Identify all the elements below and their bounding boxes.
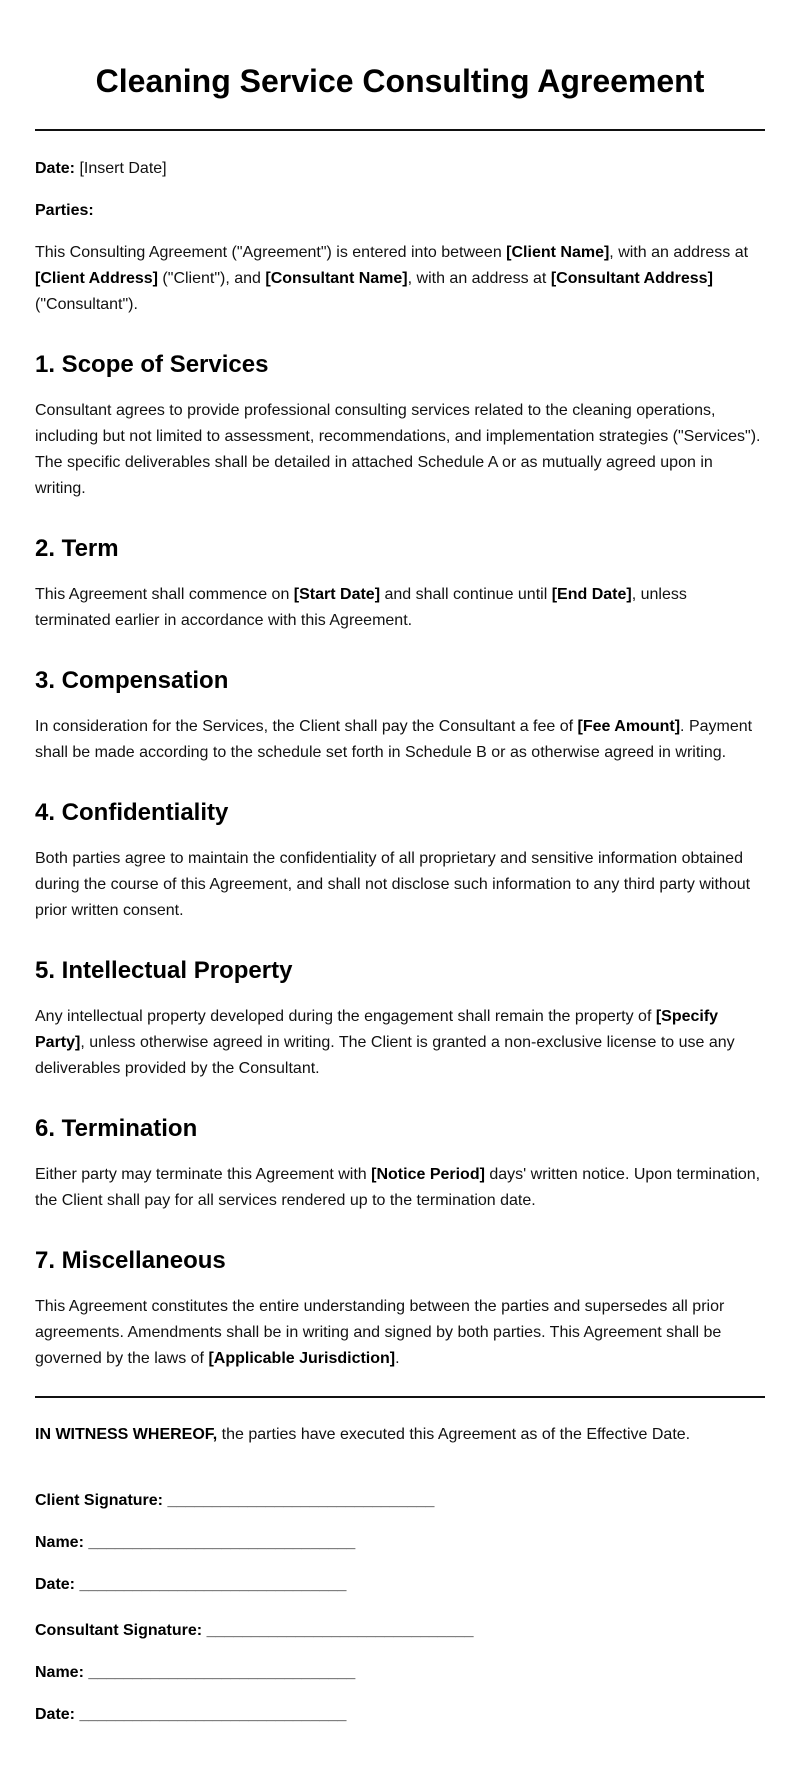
consultant-date-label: Date: bbox=[35, 1706, 76, 1723]
compensation-text: In consideration for the Services, the Client shall pay the Consultant a fee of bbox=[35, 718, 578, 735]
section-body-term bbox=[35, 582, 765, 634]
signature-divider bbox=[35, 1396, 765, 1398]
consultant-name-line bbox=[35, 1662, 765, 1684]
termination-text: days' written notice. Upon termination, the Client shall pay for all services rendered up to the termination date. bbox=[35, 1166, 761, 1209]
notice-period-placeholder: [Notice Period] bbox=[371, 1166, 485, 1183]
section-heading-compensation: 3. Compensation bbox=[35, 667, 229, 694]
consultant-name-placeholder: [Consultant Name] bbox=[265, 270, 408, 287]
intro-text: , with an address at bbox=[407, 270, 551, 287]
termination-text: Either party may terminate this Agreement with bbox=[35, 1166, 372, 1183]
intro-paragraph bbox=[35, 240, 765, 318]
consultant-name-label: Name: bbox=[35, 1664, 84, 1681]
end-date-placeholder: [End Date] bbox=[551, 586, 632, 603]
section-heading-scope: 1. Scope of Services bbox=[35, 351, 269, 378]
client-name-label: Name: bbox=[35, 1534, 84, 1551]
client-signature-blank: ______________________________ bbox=[167, 1492, 435, 1509]
start-date-placeholder: [Start Date] bbox=[293, 586, 381, 603]
consultant-signature-blank: ______________________________ bbox=[206, 1622, 474, 1639]
misc-text: . bbox=[395, 1350, 400, 1367]
section-heading-miscellaneous: 7. Miscellaneous bbox=[35, 1247, 226, 1274]
consultant-signature-line bbox=[35, 1620, 765, 1642]
date-value: [Insert Date] bbox=[79, 160, 167, 177]
client-name-placeholder: [Client Name] bbox=[506, 244, 610, 261]
fee-amount-placeholder: [Fee Amount] bbox=[577, 718, 681, 735]
client-date-line bbox=[35, 1574, 765, 1596]
jurisdiction-placeholder: [Applicable Jurisdiction] bbox=[208, 1350, 396, 1367]
witness-bold: IN WITNESS WHEREOF, bbox=[35, 1426, 218, 1443]
document-title: Cleaning Service Consulting Agreement bbox=[95, 63, 705, 99]
consultant-date-line bbox=[35, 1704, 765, 1726]
intro-text: ("Consultant"). bbox=[35, 296, 138, 313]
consultant-date-blank: ______________________________ bbox=[79, 1706, 347, 1723]
specify-party-placeholder: [Specify Party] bbox=[35, 1008, 719, 1051]
title-divider bbox=[35, 129, 765, 131]
section-body-compensation bbox=[35, 714, 765, 766]
client-name-blank: ______________________________ bbox=[88, 1534, 356, 1551]
term-text: and shall continue until bbox=[380, 586, 552, 603]
client-date-blank: ______________________________ bbox=[79, 1576, 347, 1593]
ip-text: Any intellectual property developed during the engagement shall remain the property of bbox=[35, 1008, 656, 1025]
misc-text: This Agreement constitutes the entire understanding between the parties and supersedes all prior agreements. Amendments shall be in writing and signed by both parties. This Agreement shall be governed by the laws of bbox=[35, 1298, 725, 1367]
parties-label-text: Parties: bbox=[35, 202, 94, 219]
consultant-signature-label: Consultant Signature: bbox=[35, 1622, 203, 1639]
client-date-label: Date: bbox=[35, 1576, 76, 1593]
consultant-name-blank: ______________________________ bbox=[88, 1664, 356, 1681]
term-text: This Agreement shall commence on bbox=[35, 586, 294, 603]
witness-rest: the parties have executed this Agreement as of the Effective Date. bbox=[217, 1426, 691, 1443]
date-line bbox=[35, 156, 765, 182]
section-heading-ip: 5. Intellectual Property bbox=[35, 957, 293, 984]
client-signature-label: Client Signature: bbox=[35, 1492, 164, 1509]
consultant-address-placeholder: [Consultant Address] bbox=[550, 270, 713, 287]
intro-text: , with an address at bbox=[609, 244, 749, 261]
section-body-miscellaneous bbox=[35, 1294, 765, 1372]
date-label: Date: bbox=[35, 160, 76, 177]
ip-text: , unless otherwise agreed in writing. The Client is granted a non-exclusive license to use any deliverables provided by the Consultant. bbox=[35, 1034, 735, 1077]
section-body-termination bbox=[35, 1162, 765, 1214]
witness-statement bbox=[35, 1422, 765, 1448]
term-text: , unless terminated earlier in accordance with this Agreement. bbox=[35, 586, 687, 629]
client-signature-line bbox=[35, 1490, 765, 1512]
section-body-ip bbox=[35, 1004, 765, 1082]
section-body-confidentiality: Both parties agree to maintain the confidentiality of all proprietary and sensitive information obtained during the course of this Agreement, and shall not disclose such information to any third party without prior written consent. bbox=[35, 850, 751, 919]
parties-label bbox=[35, 198, 765, 224]
section-heading-confidentiality: 4. Confidentiality bbox=[35, 799, 229, 826]
compensation-text: . Payment shall be made according to the schedule set forth in Schedule B or as otherwise agreed in writing. bbox=[35, 718, 753, 761]
section-heading-term: 2. Term bbox=[35, 535, 119, 562]
client-address-placeholder: [Client Address] bbox=[35, 270, 158, 287]
intro-text: This Consulting Agreement ("Agreement") is entered into between bbox=[35, 244, 507, 261]
section-body-scope: Consultant agrees to provide professional consulting services related to the cleaning operations, including but not limited to assessment, recommendations, and implementation strategies ("Services"). The specific deliverables shall be detailed in attached Schedule A or as mutually agreed upon in writing. bbox=[35, 402, 761, 497]
section-heading-termination: 6. Termination bbox=[35, 1115, 198, 1142]
intro-text: ("Client"), and bbox=[157, 270, 266, 287]
client-name-line bbox=[35, 1532, 765, 1554]
